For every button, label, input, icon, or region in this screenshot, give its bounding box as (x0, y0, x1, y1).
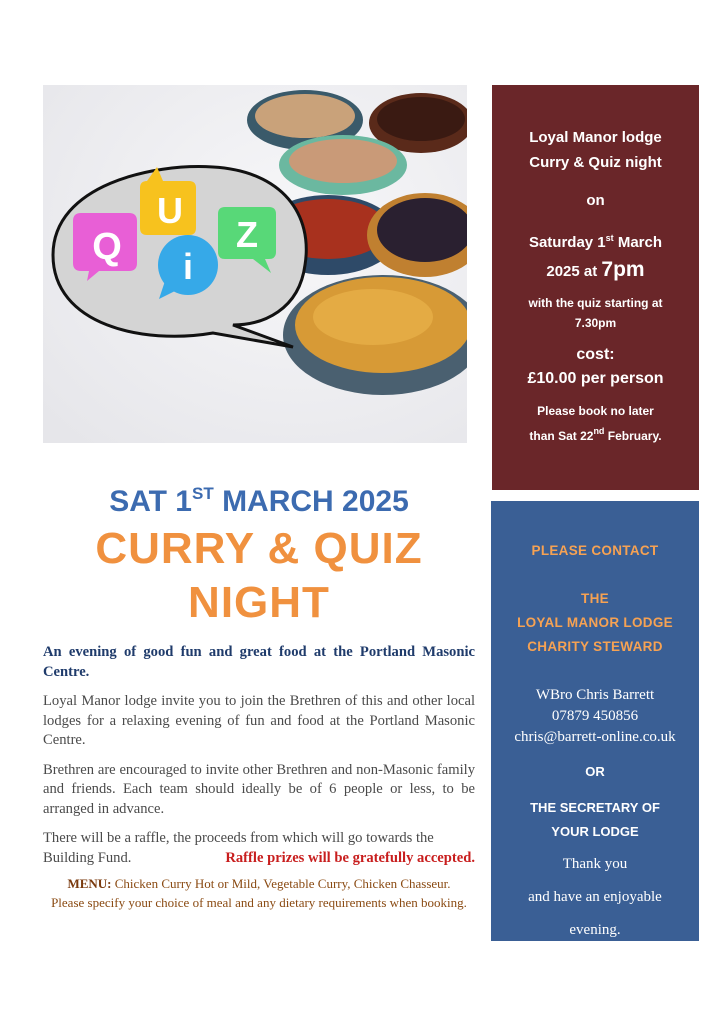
quiz-letter-q: Q (92, 226, 122, 268)
spice-bowls-illustration (43, 85, 467, 443)
thanks-line1: Thank you (562, 856, 628, 872)
contact-phone[interactable]: 07879 450856 (551, 708, 639, 724)
event-name: Curry & Quiz night (529, 154, 662, 171)
secretary-line2: YOUR LODGE (551, 824, 639, 839)
lead-paragraph: An evening of good fun and great food at the Portland Masonic Centre. (43, 644, 475, 680)
lodge-name: Loyal Manor lodge (529, 129, 662, 146)
contact-role-line2: LOYAL MANOR LODGE (517, 615, 673, 630)
contact-heading: PLEASE CONTACT (531, 543, 659, 558)
contact-box (491, 501, 699, 941)
event-time: 2025 at 7pm (546, 258, 645, 281)
quiz-start-line1: with the quiz starting at (528, 296, 663, 310)
event-title-line2: NIGHT (188, 578, 330, 627)
menu-info: MENU: Chicken Curry Hot or Mild, Vegetable Curry, Chicken Chasseur. Please specify your choice of meal and any dietary requirements when booking. (51, 876, 467, 910)
raffle-paragraph: There will be a raffle, the proceeds from which will go towards the Building Fund. Raffle prizes will be gratefully accepted. (43, 829, 475, 868)
contact-email[interactable]: chris@barrett-online.co.uk (514, 729, 676, 745)
contact-role-line1: THE (581, 591, 609, 606)
on-label: on (586, 192, 605, 209)
cost-label: cost: (576, 346, 615, 363)
event-title-line1: CURRY & QUIZ (95, 524, 423, 573)
booking-deadline-line1: Please book no later (537, 404, 654, 418)
event-date: Saturday 1st March (528, 233, 663, 251)
raffle-emphasis: Raffle prizes will be gratefully accepted. (225, 849, 475, 866)
event-details-box (492, 85, 699, 490)
quiz-letter-u: U (157, 190, 183, 231)
booking-deadline-line2: than Sat 22nd February. (529, 426, 662, 443)
secretary-line1: THE SECRETARY OF (530, 800, 660, 815)
or-label: OR (585, 764, 605, 779)
thanks-line2: and have an enjoyable (528, 889, 662, 905)
quiz-letter-z: Z (236, 214, 258, 255)
event-date-heading: SAT 1ST MARCH 2025 (109, 484, 409, 518)
contact-name: WBro Chris Barrett (535, 687, 655, 703)
thanks-line3: evening. (569, 922, 621, 938)
cost-value: £10.00 per person (527, 370, 664, 387)
event-description (43, 643, 475, 912)
invite-paragraph: Loyal Manor lodge invite you to join the Brethren of this and other local lodges for a relaxing evening of fun and food at the Portland Masonic Centre. (43, 693, 475, 748)
quiz-start-line2: 7.30pm (574, 316, 617, 330)
contact-role-line3: CHARITY STEWARD (527, 639, 663, 654)
quiz-letter-i: i (182, 246, 194, 287)
hero-image (43, 85, 467, 443)
guests-paragraph: Brethren are encouraged to invite other Brethren and non-Masonic family and friends. Each team should ideally be of 6 people or less, to be arranged in advance. (43, 761, 475, 817)
headline (43, 474, 475, 630)
